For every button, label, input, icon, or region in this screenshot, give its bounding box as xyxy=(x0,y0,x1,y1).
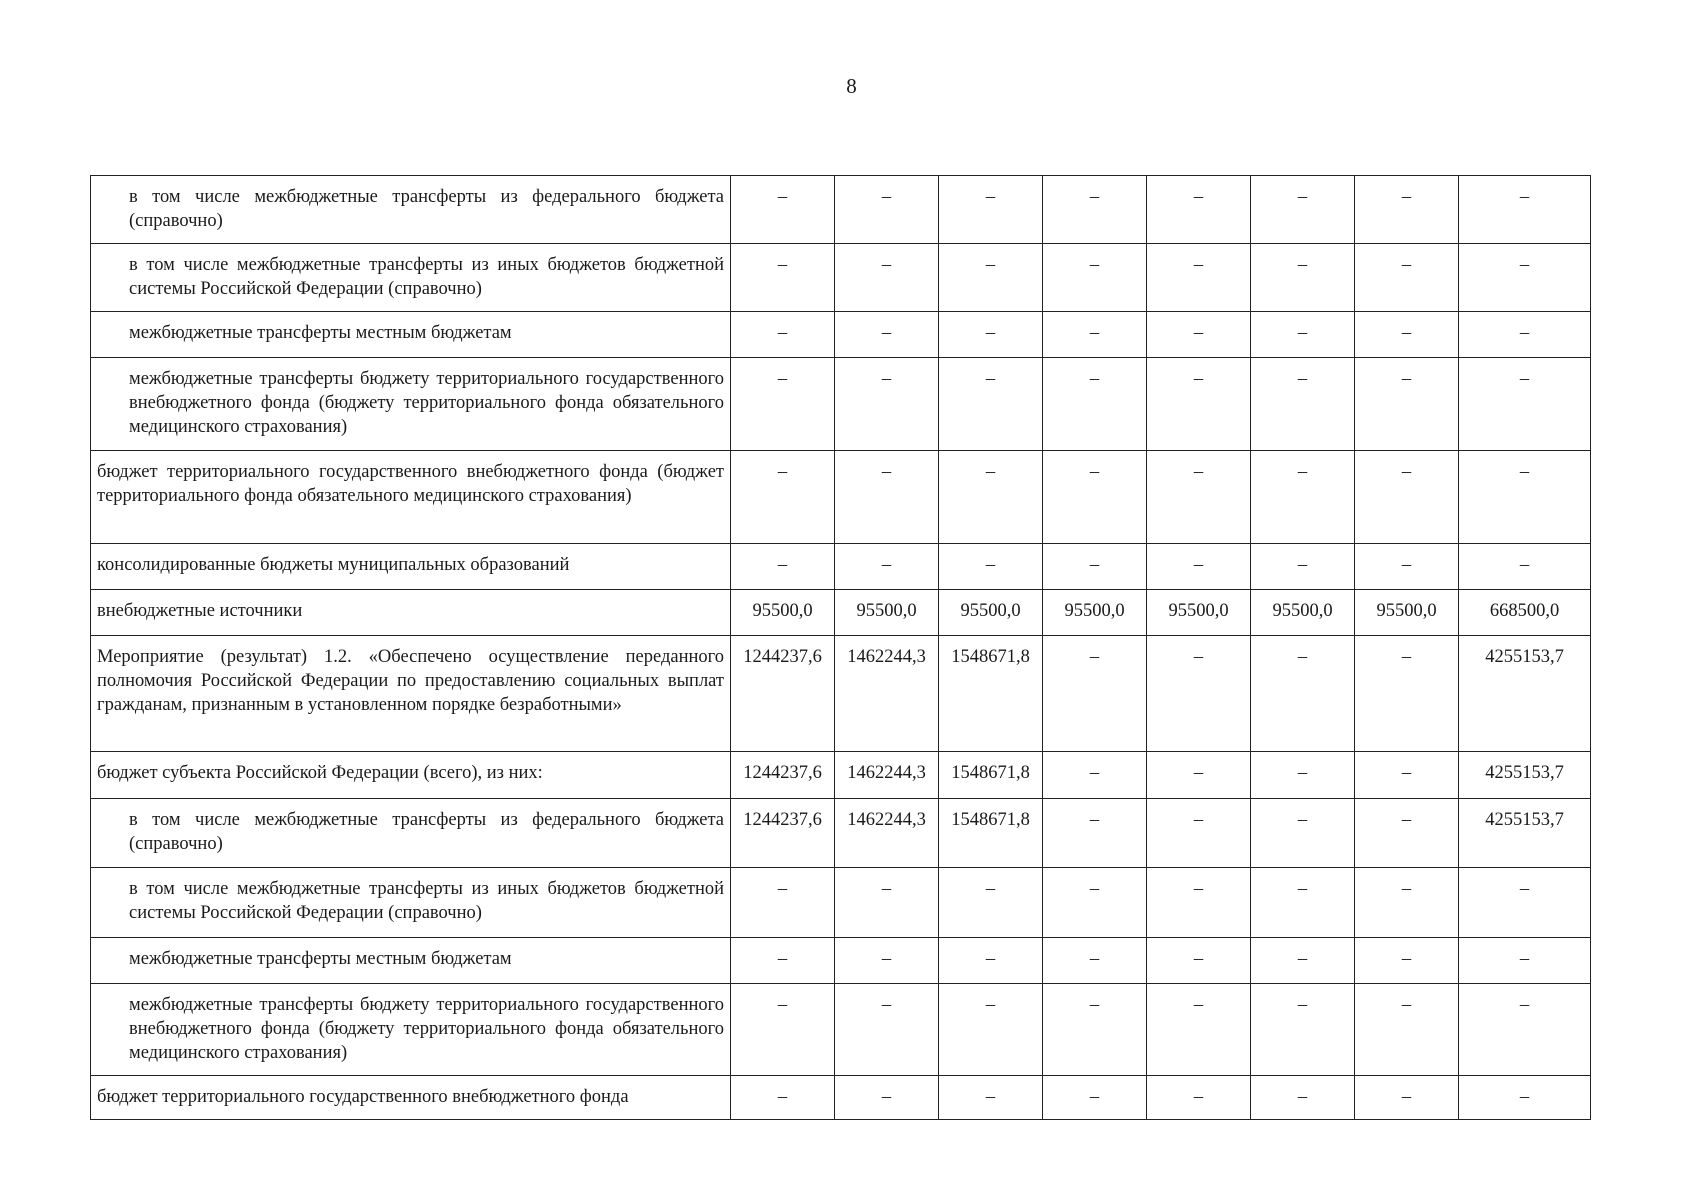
cell-value: – xyxy=(1251,1076,1355,1120)
table-row xyxy=(91,799,1591,868)
page-number: 8 xyxy=(846,74,857,98)
cell-total: 4255153,7 xyxy=(1459,752,1591,799)
cell-value: – xyxy=(1355,636,1459,752)
cell-value: – xyxy=(1147,544,1251,590)
table-row xyxy=(91,451,1591,544)
cell-value: – xyxy=(835,244,939,312)
cell-value: – xyxy=(1043,358,1147,451)
cell-value: – xyxy=(1043,868,1147,938)
table-row xyxy=(91,636,1591,752)
cell-value: – xyxy=(1355,244,1459,312)
cell-value: – xyxy=(1147,938,1251,984)
cell-value: – xyxy=(1043,1076,1147,1120)
cell-value: – xyxy=(1147,799,1251,868)
table-row xyxy=(91,176,1591,244)
cell-value: – xyxy=(1147,176,1251,244)
row-label: в том числе межбюджетные трансферты из иных бюджетов бюджетной системы Российской Федерации (справочно) xyxy=(91,868,731,938)
table-row xyxy=(91,984,1591,1076)
cell-value: – xyxy=(939,176,1043,244)
cell-value: – xyxy=(1043,312,1147,358)
cell-total: 668500,0 xyxy=(1459,590,1591,636)
cell-value: – xyxy=(1251,636,1355,752)
cell-value: – xyxy=(835,358,939,451)
cell-value: 95500,0 xyxy=(1147,590,1251,636)
cell-total: – xyxy=(1459,451,1591,544)
cell-value: – xyxy=(835,176,939,244)
cell-value: 95500,0 xyxy=(835,590,939,636)
cell-value: – xyxy=(1251,868,1355,938)
cell-value: – xyxy=(1043,636,1147,752)
cell-value: – xyxy=(1043,176,1147,244)
table-row xyxy=(91,1076,1591,1120)
cell-value: – xyxy=(939,358,1043,451)
cell-value: – xyxy=(1147,868,1251,938)
cell-value: – xyxy=(939,312,1043,358)
cell-value: – xyxy=(1251,544,1355,590)
cell-value: – xyxy=(1147,1076,1251,1120)
cell-value: – xyxy=(835,868,939,938)
table-row xyxy=(91,590,1591,636)
cell-value: – xyxy=(1355,868,1459,938)
cell-value: – xyxy=(1251,938,1355,984)
cell-value: 1462244,3 xyxy=(835,799,939,868)
cell-value: – xyxy=(939,984,1043,1076)
cell-value: – xyxy=(835,1076,939,1120)
cell-value: 1462244,3 xyxy=(835,636,939,752)
cell-total: – xyxy=(1459,312,1591,358)
cell-value: – xyxy=(1251,984,1355,1076)
cell-value: – xyxy=(1355,312,1459,358)
cell-value: – xyxy=(835,938,939,984)
cell-value: – xyxy=(835,984,939,1076)
row-label: межбюджетные трансферты местным бюджетам xyxy=(91,938,731,984)
cell-value: 1548671,8 xyxy=(939,636,1043,752)
cell-value: 95500,0 xyxy=(1251,590,1355,636)
table-row xyxy=(91,868,1591,938)
cell-value: – xyxy=(1043,451,1147,544)
row-label: Мероприятие (результат) 1.2. «Обеспечено осуществление переданного полномочия Российской Федерации по предоставлению социальных выплат гражданам, признанным в установленном порядке безработными» xyxy=(91,636,731,752)
cell-value: – xyxy=(1355,752,1459,799)
cell-total: – xyxy=(1459,938,1591,984)
table-row xyxy=(91,358,1591,451)
cell-value: – xyxy=(731,984,835,1076)
cell-value: – xyxy=(1043,799,1147,868)
cell-value: – xyxy=(939,938,1043,984)
cell-value: – xyxy=(1147,636,1251,752)
row-label: бюджет субъекта Российской Федерации (всего), из них: xyxy=(91,752,731,799)
cell-value: – xyxy=(939,451,1043,544)
cell-value: 95500,0 xyxy=(1355,590,1459,636)
cell-total: – xyxy=(1459,176,1591,244)
row-label: бюджет территориального государственного внебюджетного фонда xyxy=(91,1076,731,1120)
cell-value: – xyxy=(1355,938,1459,984)
row-label: межбюджетные трансферты бюджету территориального государственного внебюджетного фонда (бюджету территориального фонда обязательного медицинского страхования) xyxy=(91,358,731,451)
cell-value: – xyxy=(1147,244,1251,312)
row-label: в том числе межбюджетные трансферты из федерального бюджета (справочно) xyxy=(91,799,731,868)
cell-value: – xyxy=(731,312,835,358)
cell-value: – xyxy=(1355,799,1459,868)
cell-value: – xyxy=(1147,752,1251,799)
cell-value: – xyxy=(835,312,939,358)
cell-value: – xyxy=(939,244,1043,312)
cell-total: – xyxy=(1459,358,1591,451)
cell-value: – xyxy=(1147,984,1251,1076)
cell-value: – xyxy=(1355,358,1459,451)
cell-value: – xyxy=(1355,984,1459,1076)
row-label: внебюджетные источники xyxy=(91,590,731,636)
table-row xyxy=(91,244,1591,312)
cell-total: – xyxy=(1459,544,1591,590)
cell-total: 4255153,7 xyxy=(1459,799,1591,868)
cell-value: – xyxy=(1147,451,1251,544)
table-row xyxy=(91,544,1591,590)
cell-value: – xyxy=(1251,176,1355,244)
cell-value: – xyxy=(1251,451,1355,544)
row-label: в том числе межбюджетные трансферты из иных бюджетов бюджетной системы Российской Федерации (справочно) xyxy=(91,244,731,312)
cell-value: – xyxy=(1355,176,1459,244)
table-row xyxy=(91,312,1591,358)
cell-value: – xyxy=(1043,752,1147,799)
table-row xyxy=(91,752,1591,799)
cell-value: – xyxy=(1043,244,1147,312)
cell-value: – xyxy=(1251,358,1355,451)
cell-value: 1548671,8 xyxy=(939,799,1043,868)
cell-value: – xyxy=(1355,544,1459,590)
cell-value: 1462244,3 xyxy=(835,752,939,799)
cell-value: 1244237,6 xyxy=(731,799,835,868)
cell-value: – xyxy=(835,451,939,544)
cell-value: 1244237,6 xyxy=(731,752,835,799)
cell-value: 95500,0 xyxy=(939,590,1043,636)
cell-value: – xyxy=(939,544,1043,590)
row-label: бюджет территориального государственного внебюджетного фонда (бюджет территориального фонда обязательного медицинского страхования) xyxy=(91,451,731,544)
cell-value: – xyxy=(731,244,835,312)
cell-value: – xyxy=(731,868,835,938)
cell-value: – xyxy=(1147,358,1251,451)
cell-value: – xyxy=(731,358,835,451)
table-body xyxy=(91,176,1591,1120)
cell-value: – xyxy=(1251,312,1355,358)
cell-value: – xyxy=(731,1076,835,1120)
cell-value: – xyxy=(731,544,835,590)
cell-value: – xyxy=(1043,938,1147,984)
cell-value: 1548671,8 xyxy=(939,752,1043,799)
cell-value: – xyxy=(835,544,939,590)
row-label: консолидированные бюджеты муниципальных образований xyxy=(91,544,731,590)
budget-table xyxy=(90,175,1591,1120)
cell-value: 1244237,6 xyxy=(731,636,835,752)
cell-value: – xyxy=(1043,984,1147,1076)
cell-total: – xyxy=(1459,1076,1591,1120)
cell-value: – xyxy=(731,451,835,544)
table-row xyxy=(91,938,1591,984)
row-label: в том числе межбюджетные трансферты из федерального бюджета (справочно) xyxy=(91,176,731,244)
cell-total: – xyxy=(1459,984,1591,1076)
cell-value: – xyxy=(731,938,835,984)
cell-value: 95500,0 xyxy=(731,590,835,636)
cell-value: – xyxy=(1251,244,1355,312)
row-label: межбюджетные трансферты местным бюджетам xyxy=(91,312,731,358)
cell-value: – xyxy=(1355,451,1459,544)
cell-value: 95500,0 xyxy=(1043,590,1147,636)
cell-value: – xyxy=(939,868,1043,938)
cell-value: – xyxy=(1251,799,1355,868)
cell-value: – xyxy=(1355,1076,1459,1120)
cell-value: – xyxy=(1147,312,1251,358)
cell-value: – xyxy=(731,176,835,244)
cell-value: – xyxy=(1251,752,1355,799)
cell-total: 4255153,7 xyxy=(1459,636,1591,752)
cell-total: – xyxy=(1459,868,1591,938)
cell-value: – xyxy=(1043,544,1147,590)
row-label: межбюджетные трансферты бюджету территориального государственного внебюджетного фонда (бюджету территориального фонда обязательного медицинского страхования) xyxy=(91,984,731,1076)
cell-total: – xyxy=(1459,244,1591,312)
cell-value: – xyxy=(939,1076,1043,1120)
